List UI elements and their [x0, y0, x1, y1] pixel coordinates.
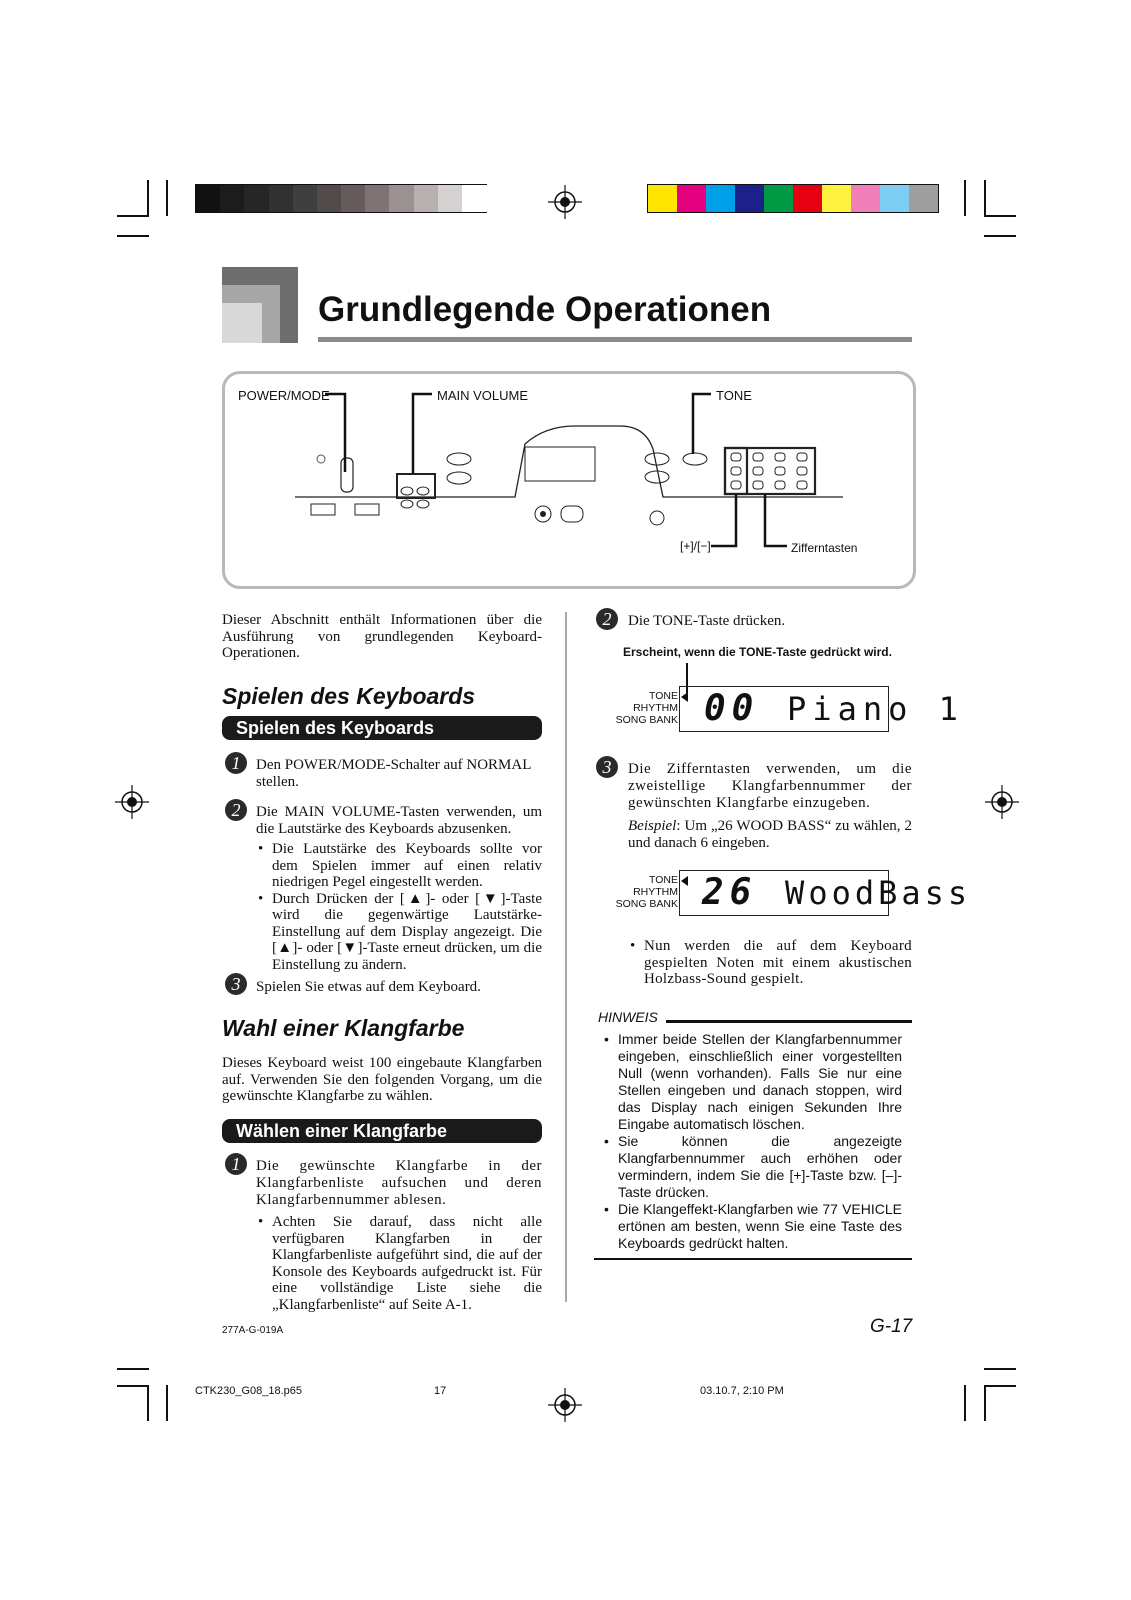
lcd-tone-name: WoodBass [785, 874, 972, 912]
section-bar-waehlen: Wählen einer Klangfarbe [222, 1119, 542, 1143]
intro-text: Dieser Abschnitt enthält Informationen über die Ausführung von grundlegenden Keyboard-Operationen. [222, 612, 542, 661]
section-heading-wahl: Wahl einer Klangfarbe [222, 1015, 465, 1041]
lcd-label-rhythm: RHYTHM [633, 702, 678, 714]
title-underline [318, 337, 912, 342]
gray-swatch [462, 185, 487, 212]
example-text: : Um „26 WOOD BASS“ zu wählen, 2 und danach 6 eingeben. [628, 818, 912, 851]
hinweis-item: • Die Klangeffekt-Klangfarben wie 77 VEHICLE ertönen am besten, wenn Sie eine Taste des Keyboards gedrückt halten. [604, 1201, 902, 1252]
color-swatch [880, 185, 909, 212]
color-swatch [909, 185, 938, 212]
step-number: 1 [225, 1153, 247, 1175]
step-text: Die MAIN VOLUME-Tasten verwenden, um die Lautstärke des Keyboards abzusenken. [256, 804, 542, 837]
print-page-number: 17 [434, 1385, 447, 1397]
lcd-label-song-bank: SONG BANK [615, 898, 678, 910]
step-number: 3 [596, 756, 618, 778]
gray-swatch [365, 185, 390, 212]
lcd-label-tone: TONE [649, 690, 678, 702]
registration-mark-icon [548, 185, 582, 219]
bullet-item: • Durch Drücken der [▲]- oder [▼]-Taste wird die gegenwärtige Lautstärke-Einstellung auf dem Display angezeigt. Die [▲]- oder [▼]-Taste erneut drücken, um die Einstellung zu ändern. [258, 891, 542, 974]
step-number: 2 [596, 608, 618, 630]
gray-swatch [414, 185, 439, 212]
lcd-display-woodbass [679, 870, 972, 916]
gray-swatch [389, 185, 414, 212]
hinweis-title: HINWEIS [598, 1009, 658, 1025]
title-decoration [222, 267, 298, 343]
gray-swatch [438, 185, 463, 212]
color-swatch [677, 185, 706, 212]
lcd-label-rhythm: RHYTHM [633, 886, 678, 898]
color-swatch [648, 185, 677, 212]
gray-swatch [341, 185, 366, 212]
lcd-tone-number: 00 [704, 688, 760, 729]
display-caption: Erscheint, wenn die TONE-Taste gedrückt wird. [623, 645, 892, 659]
gray-swatch [244, 185, 269, 212]
bullet-item: • Nun werden die auf dem Keyboard gespielten Noten mit einem akustischen Holzbass-Sound gespielt. [630, 938, 912, 988]
color-swatch [822, 185, 851, 212]
after-bullets [630, 938, 912, 988]
column-divider [565, 612, 567, 1302]
hinweis-item: • Sie können die angezeigte Klangfarbennummer auch erhöhen oder vermindern, indem Sie die [+]-Taste bzw. [–]-Taste drücken. [604, 1133, 902, 1201]
gray-swatch [317, 185, 342, 212]
page-number: G-17 [870, 1316, 913, 1337]
hinweis-list [604, 1031, 902, 1252]
color-swatch [706, 185, 735, 212]
step-text: Die gewünschte Klangfarbe in der Klangfarbenliste aufsuchen und deren Klangfarbennummer ablesen. [256, 1158, 542, 1208]
callout-main-volume: MAIN VOLUME [437, 388, 529, 403]
registration-mark-icon [985, 785, 1019, 819]
bullet-item: • Die Lautstärke des Keyboards sollte vor dem Spielen immer auf einen relativ niedrigen Pegel eingestellt werden. [258, 841, 542, 891]
lcd-tone-name: Piano 1 [787, 690, 964, 728]
callout-plus-minus: [+]/[−] [680, 539, 711, 553]
step-text: Den POWER/MODE-Schalter auf NORMAL stellen. [256, 757, 531, 790]
hinweis-item: • Immer beide Stellen der Klangfarbennummer eingeben, einschließlich einer vorgestellten Null (wenn vorhanden). Falls Sie nur eine Stellen eingeben und danach stoppen, wird das Display nach einigen Sekunden Ihre Eingabe automatisch löschen. [604, 1031, 902, 1133]
step-number: 3 [225, 973, 247, 995]
lcd-tone-number: 26 [702, 872, 758, 913]
color-swatch [764, 185, 793, 212]
lcd-labels [608, 874, 678, 910]
hinweis-bottom-rule [594, 1258, 912, 1260]
example-label: Beispiel [628, 818, 677, 834]
step-text: Die TONE-Taste drücken. [628, 613, 786, 629]
section-intro: Dieses Keyboard weist 100 eingebaute Klangfarben auf. Verwenden Sie den folgenden Vorgang, um die gewünschte Klangfarbe zu wählen. [222, 1055, 542, 1104]
gray-swatch [196, 185, 221, 212]
step-text: Die Zifferntasten verwenden, um die zweistellige Klangfarbennummer der gewünschten Klangfarbe einzugeben. [628, 761, 912, 811]
lcd-label-song-bank: SONG BANK [615, 714, 678, 726]
color-swatch [735, 185, 764, 212]
file-name: CTK230_G08_18.p65 [195, 1385, 303, 1397]
color-swatch [851, 185, 880, 212]
step-number: 1 [225, 752, 247, 774]
keyboard-panel-diagram [222, 371, 916, 589]
callout-power-mode: POWER/MODE [238, 388, 330, 403]
lcd-label-tone: TONE [649, 874, 678, 886]
hinweis-rule [666, 1020, 912, 1023]
registration-mark-icon [548, 1388, 582, 1422]
color-swatch [793, 185, 822, 212]
section-bar-spielen: Spielen des Keyboards [222, 716, 542, 740]
lcd-display-piano [679, 686, 964, 732]
bullet-item: • Achten Sie darauf, dass nicht alle verfügbaren Klangfarben in der Klangfarbenliste aufgeführt sind, die auf der Konsole des Keyboards aufgedruckt ist. Für eine vollständige Liste siehe die „Klangfarbenliste“ auf Seite A-1. [258, 1214, 542, 1313]
step-number: 2 [225, 799, 247, 821]
step-b1-bullets [258, 1214, 542, 1313]
cmyk-color-bar [647, 184, 939, 213]
gray-swatch [293, 185, 318, 212]
gray-swatch [220, 185, 245, 212]
print-date: 03.10.7, 2:10 PM [700, 1385, 784, 1397]
section-heading-spielen: Spielen des Keyboards [222, 683, 476, 709]
lcd-labels [608, 690, 678, 726]
registration-mark-icon [115, 785, 149, 819]
callout-zifferntasten: Zifferntasten [791, 541, 858, 555]
step-text: Spielen Sie etwas auf dem Keyboard. [256, 979, 481, 995]
step2-bullets [258, 841, 542, 973]
gray-swatch [269, 185, 294, 212]
doc-code: 277A-G-019A [222, 1325, 284, 1336]
page-title: Grundlegende Operationen [318, 290, 772, 329]
gray-color-bar [195, 184, 487, 213]
callout-tone: TONE [716, 388, 752, 403]
